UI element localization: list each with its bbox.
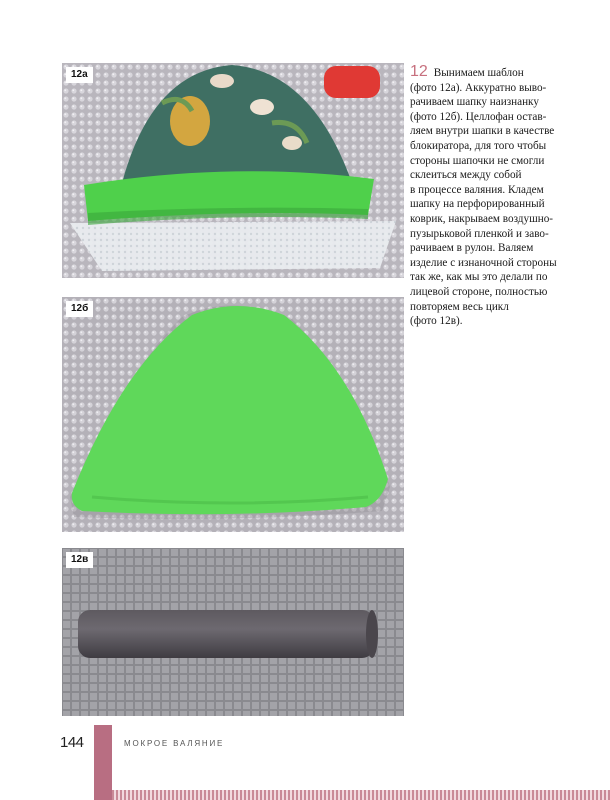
step-line: пузырьковой пленкой и заво- <box>410 227 549 240</box>
photo-label-12c: 12в <box>66 552 93 568</box>
photo-label-12b: 12б <box>66 301 93 317</box>
step-12-instructions <box>410 65 580 329</box>
step-line: (фото 12а). Аккуратно выво- <box>410 81 547 94</box>
running-title: МОКРОЕ ВАЛЯНИЕ <box>124 739 225 748</box>
step-line: рачиваем шапку наизнанку <box>410 96 539 109</box>
step-line: (фото 12в). <box>410 315 463 328</box>
step-line: так же, как мы это делали по <box>410 271 548 284</box>
step-line: рачиваем в рулон. Валяем <box>410 242 534 255</box>
photo-12b <box>62 297 404 532</box>
step-line: изделие с изнаночной стороны <box>410 256 557 269</box>
photo-label-12a: 12а <box>66 67 93 83</box>
step-line: ляем внутри шапки в качестве <box>410 125 555 138</box>
bookmark-ribbon <box>94 725 112 800</box>
step-line: шапку на перфорированный <box>410 198 545 211</box>
photo-12c <box>62 548 404 716</box>
step-line: повторяем весь цикл <box>410 300 509 313</box>
page-number: 144 <box>60 734 84 751</box>
step-line: в процессе валяния. Кладем <box>410 183 544 196</box>
step-line: лицевой стороне, полностью <box>410 285 548 298</box>
step-line: блокиратора, для того чтобы <box>410 139 547 152</box>
decorative-stripes <box>112 790 610 800</box>
step-number: 12 <box>410 63 428 80</box>
step-line: Вынимаем шаблон <box>433 67 524 79</box>
step-line: коврик, накрываем воздушно- <box>410 212 554 225</box>
step-line: стороны шапочки не смогли <box>410 154 545 167</box>
step-line: склеиться между собой <box>410 169 522 182</box>
photo-12a <box>62 63 404 278</box>
step-line: (фото 12б). Целлофан остав- <box>410 110 547 123</box>
